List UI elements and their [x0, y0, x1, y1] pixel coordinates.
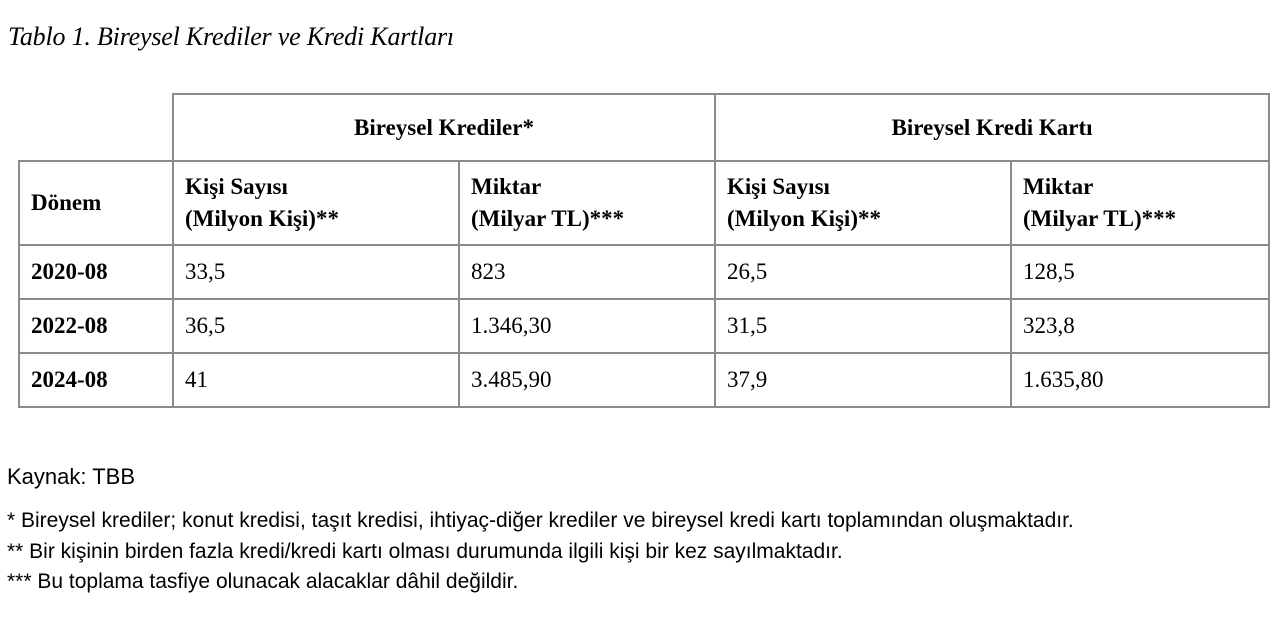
value-cell: 1.635,80: [1011, 353, 1269, 407]
value-cell: 33,5: [173, 245, 459, 299]
period-cell: 2022-08: [19, 299, 173, 353]
value-cell: 3.485,90: [459, 353, 715, 407]
value-cell: 1.346,30: [459, 299, 715, 353]
period-cell: 2020-08: [19, 245, 173, 299]
group-header-credit-cards: Bireysel Kredi Kartı: [715, 94, 1269, 161]
column-header-line1: Miktar: [1023, 174, 1094, 199]
period-header: Dönem: [19, 161, 173, 245]
period-cell: 2024-08: [19, 353, 173, 407]
column-header-line2: (Milyon Kişi)**: [185, 206, 339, 231]
column-header-line1: Kişi Sayısı: [727, 174, 830, 199]
value-cell: 36,5: [173, 299, 459, 353]
footnote: ** Bir kişinin birden fazla kredi/kredi kartı olması durumunda ilgili kişi bir kez sayılmaktadır.: [7, 539, 843, 563]
column-header-line2: (Milyar TL)***: [1023, 206, 1177, 231]
value-cell: 37,9: [715, 353, 1011, 407]
value-cell: 26,5: [715, 245, 1011, 299]
table-row: [19, 299, 1269, 353]
group-header-personal-loans: Bireysel Krediler*: [173, 94, 715, 161]
column-header: [459, 161, 715, 245]
group-header-row: [19, 94, 1269, 161]
column-header-line2: (Milyon Kişi)**: [727, 206, 881, 231]
credit-table: [18, 93, 1270, 408]
value-cell: 128,5: [1011, 245, 1269, 299]
footnote: * Bireysel krediler; konut kredisi, taşıt kredisi, ihtiyaç-diğer krediler ve bireysel kredi kartı toplamından oluşmaktadır.: [7, 509, 1074, 532]
table-row: [19, 353, 1269, 407]
value-cell: 41: [173, 353, 459, 407]
value-cell: 31,5: [715, 299, 1011, 353]
table-row: [19, 245, 1269, 299]
column-header-line1: Kişi Sayısı: [185, 174, 288, 199]
footnotes: [7, 506, 1074, 598]
value-cell: 823: [459, 245, 715, 299]
column-header: [1011, 161, 1269, 245]
column-header-row: [19, 161, 1269, 245]
source-note: Kaynak: TBB: [7, 464, 135, 489]
column-header-line2: (Milyar TL)***: [471, 206, 625, 231]
footnote: *** Bu toplama tasfiye olunacak alacaklar dâhil değildir.: [7, 570, 519, 593]
table-caption: Tablo 1. Bireysel Krediler ve Kredi Kartları: [8, 22, 454, 51]
column-header: [173, 161, 459, 245]
column-header: [715, 161, 1011, 245]
value-cell: 323,8: [1011, 299, 1269, 353]
empty-corner-cell: [19, 94, 173, 161]
column-header-line1: Miktar: [471, 174, 542, 199]
